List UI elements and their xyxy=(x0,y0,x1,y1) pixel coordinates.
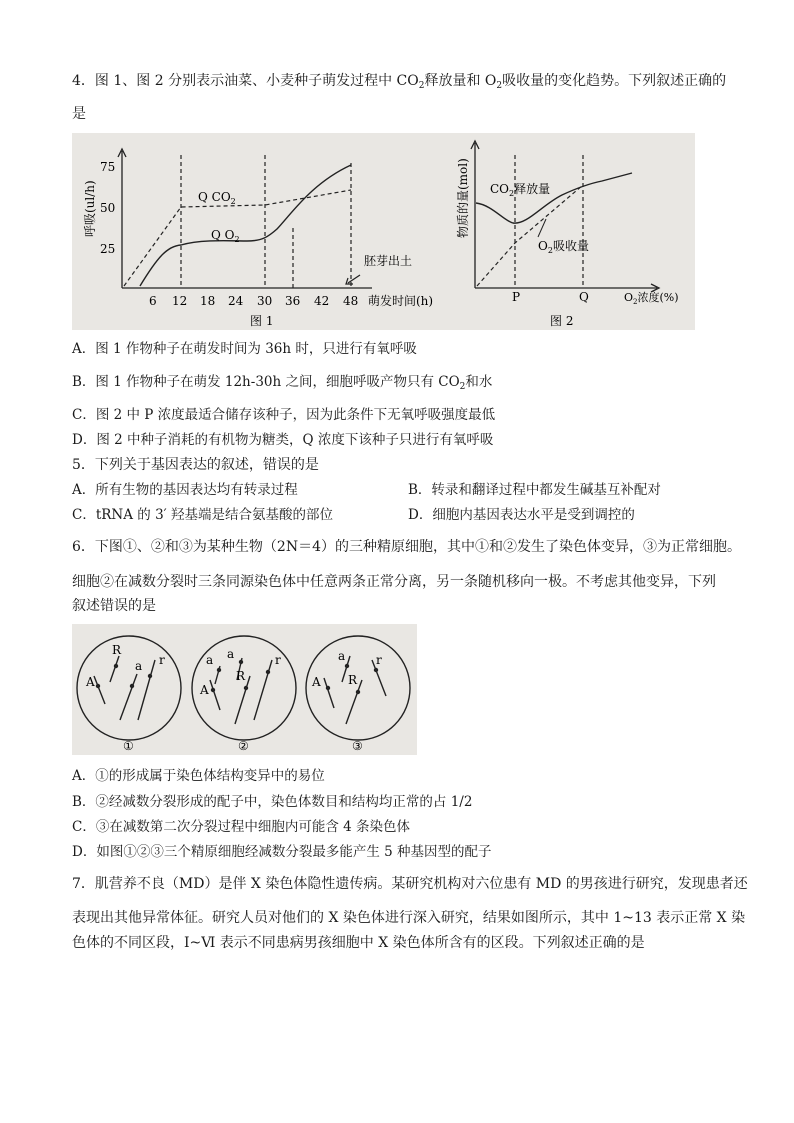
cell-2-chromosome-r xyxy=(254,660,272,720)
q4-stem-line1: 4．图 1、图 2 分别表示油菜、小麦种子萌发过程中 $CO_2$释放量和 $O_2$吸收量的变化趋势。下列叙述正确的 xyxy=(72,73,727,91)
cell-3-label-R: R xyxy=(348,673,358,687)
q5-option-a: A．所有生物的基因表达均有转录过程 xyxy=(72,482,298,498)
fig1-xtick: 24 xyxy=(228,294,244,308)
centromere xyxy=(148,674,152,678)
fig1-xlabel: 萌发时间(h) xyxy=(368,294,434,308)
fig1-xtick: 12 xyxy=(172,294,188,308)
cell-2-label-a: a xyxy=(206,653,214,667)
cell-2-caption: ② xyxy=(238,739,249,753)
cell-2-label-A: A xyxy=(200,683,209,697)
centromere xyxy=(326,686,330,690)
q5-stem: 5．下列关于基因表达的叙述，错误的是 xyxy=(72,457,319,473)
cell-3-label-A: A xyxy=(312,675,321,689)
cell-1-chromosome-a xyxy=(94,676,105,704)
fig2-xtick-p: P xyxy=(512,290,521,304)
cell-1-label-A: A xyxy=(86,675,95,689)
fig1-o2-curve xyxy=(140,165,351,286)
fig2-axes xyxy=(471,141,659,292)
fig1-axes xyxy=(118,149,372,288)
fig1-xtick: 30 xyxy=(257,294,273,308)
q4-stem-line2: 是 xyxy=(72,106,86,122)
cell-1-chromosome-a-long xyxy=(120,674,137,720)
cell-2-chromosome-R xyxy=(235,676,250,724)
q7-stem-line3: 色体的不同区段，Ⅰ~Ⅵ 表示不同患病男孩细胞中 X 染色体所含有的区段。下列叙述正确的是 xyxy=(72,935,645,951)
q4-option-a: A．图 1 作物种子在萌发时间为 36h 时，只进行有氧呼吸 xyxy=(72,341,417,357)
q6-option-d: D．如图①②③三个精原细胞经减数分裂最多能产生 5 种基因型的配子 xyxy=(72,844,492,860)
fig2-co2-curve xyxy=(476,173,632,223)
q5-option-d: D．细胞内基因表达水平是受到调控的 xyxy=(408,507,635,523)
q7-stem-line1: 7．肌营养不良（MD）是伴 X 染色体隐性遗传病。某研究机构对六位患有 MD 的男孩进行研究，发现患者还 xyxy=(72,876,748,892)
q6-option-c: C．③在减数第二次分裂过程中细胞内可能含 4 条染色体 xyxy=(72,819,411,835)
fig1-ytick-50: 50 xyxy=(100,201,116,215)
cell-1-caption: ① xyxy=(123,739,134,753)
cell-3-caption: ③ xyxy=(352,739,363,753)
cell-2-label-a: a xyxy=(227,647,235,661)
fig1-xtick: 48 xyxy=(343,294,359,308)
q6-figure-panel xyxy=(72,624,417,755)
fig1-caption: 图 1 xyxy=(250,314,274,328)
cell-1-label-a: a xyxy=(135,659,143,673)
fig2-o2-label: $O_2$吸收量 xyxy=(538,239,589,255)
centromere xyxy=(96,684,100,688)
fig1-xtick: 42 xyxy=(314,294,330,308)
centromere xyxy=(356,690,360,694)
fig2-guides xyxy=(515,155,583,288)
fig1-ylabel: 呼吸(ul/h) xyxy=(83,180,97,237)
q4-option-b: B．图 1 作物种子在萌发 12h-30h 之间，细胞呼吸产物只有 $CO_2$和水 xyxy=(72,374,493,392)
q4-figure-panel xyxy=(72,133,695,330)
cell-3-label-r: r xyxy=(376,653,382,667)
fig2-o2-curve xyxy=(477,185,583,286)
q4-option-c: C．图 2 中 P 浓度最适合储存该种子，因为此条件下无氧呼吸强度最低 xyxy=(72,407,496,423)
q6-cells-svg xyxy=(72,624,417,755)
centromere xyxy=(211,688,215,692)
fig1-xtick: 18 xyxy=(200,294,216,308)
q6-stem-line2: 细胞②在减数分裂时三条同源染色体中任意两条正常分离，另一条随机移向一极。不考虑其他变异，下列 xyxy=(72,574,716,590)
q6-option-a: A．①的形成属于染色体结构变异中的易位 xyxy=(72,768,325,784)
centromere xyxy=(266,670,270,674)
centromere xyxy=(114,664,118,668)
cell-1-chromosome-r-upper xyxy=(110,656,119,682)
centromere xyxy=(345,664,349,668)
fig2-o2-pointer xyxy=(538,219,546,237)
centromere xyxy=(239,660,243,664)
q6-stem-line1: 6．下图①、②和③为某种生物（2N＝4）的三种精原细胞，其中①和②发生了染色体变异，③为正常细胞。 xyxy=(72,539,741,555)
fig1-ytick-75: 75 xyxy=(100,160,116,174)
cell-1-label-R: R xyxy=(112,643,122,657)
fig2-caption: 图 2 xyxy=(550,314,574,328)
fig1-annotation-arrow xyxy=(346,275,360,284)
fig1-label-o2: Q $O_2$ xyxy=(211,228,240,244)
centromere xyxy=(217,668,221,672)
fig2-xlabel: $O_2$浓度(%) xyxy=(624,291,679,306)
q6-option-b: B．②经减数分裂形成的配子中，染色体数目和结构均正常的占 1/2 xyxy=(72,794,473,810)
fig1-label-co2: Q $CO_2$ xyxy=(198,190,236,206)
fig1-ytick-25: 25 xyxy=(100,242,116,256)
cell-3-chromosome-A xyxy=(324,678,334,708)
q5-option-c: C．tRNA 的 3′ 羟基端是结合氨基酸的部位 xyxy=(72,507,334,523)
fig1-xtick: 36 xyxy=(285,294,301,308)
cell-2-label-r: r xyxy=(275,653,281,667)
q7-stem-line2: 表现出其他异常体征。研究人员对他们的 X 染色体进行深入研究，结果如图所示，其中 1~13 表示正常 X 染 xyxy=(72,910,746,926)
fig2-co2-label: $CO_2$释放量 xyxy=(490,182,551,198)
fig1-guides xyxy=(181,155,351,288)
q5-option-b: B．转录和翻译过程中都发生碱基互补配对 xyxy=(408,482,661,498)
cell-1-label-r: r xyxy=(159,653,165,667)
cell-2-chromosome-A xyxy=(210,680,220,710)
fig1-annotation: 胚芽出土 xyxy=(364,254,413,268)
centromere xyxy=(374,668,378,672)
q4-option-d: D．图 2 中种子消耗的有机物为糖类，Q 浓度下该种子只进行有氧呼吸 xyxy=(72,432,494,448)
q4-figures-svg xyxy=(72,133,695,330)
fig2-xtick-q: Q xyxy=(579,290,589,304)
fig1-xtick: 6 xyxy=(149,294,157,308)
cell-3-membrane xyxy=(306,636,410,740)
cell-2-label-R: R xyxy=(236,669,246,683)
q6-stem-line3: 叙述错误的是 xyxy=(72,598,156,614)
fig2-ylabel: 物质的量(mol) xyxy=(456,158,470,238)
centromere xyxy=(130,684,134,688)
cell-3-label-a: a xyxy=(338,649,346,663)
centromere xyxy=(244,686,248,690)
